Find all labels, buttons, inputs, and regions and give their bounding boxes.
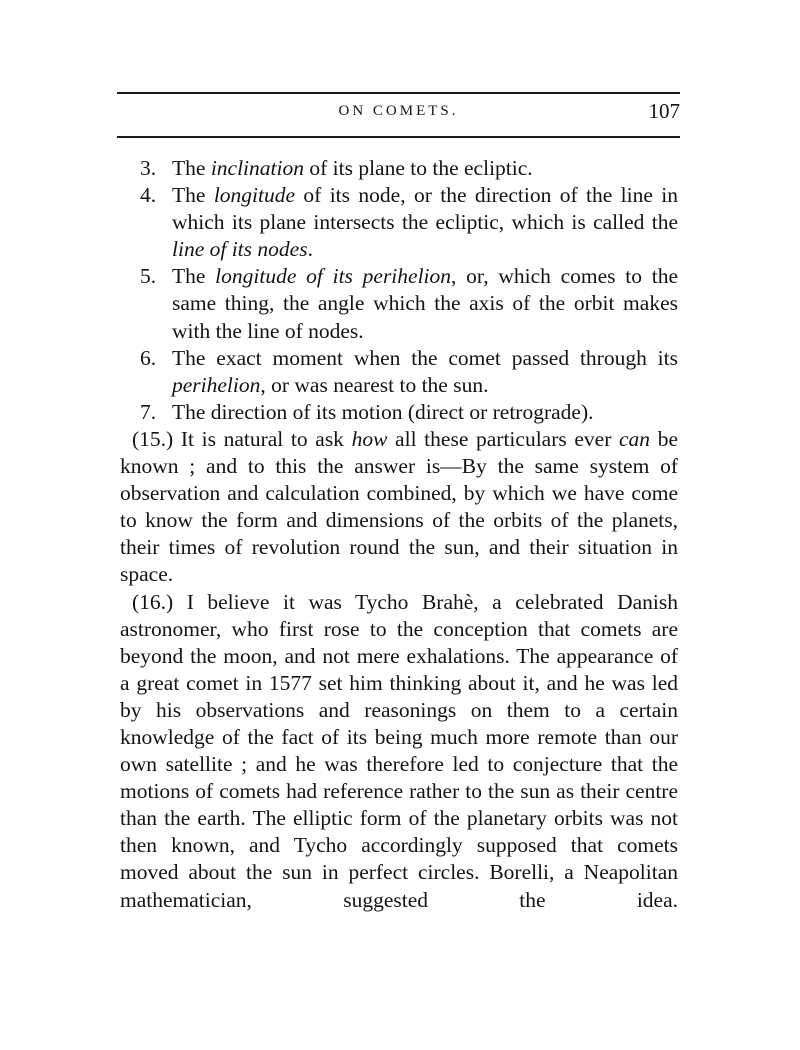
- text-run: (15.) It is natural to ask: [132, 426, 352, 451]
- text-run: The: [172, 264, 216, 289]
- text-run: all these particulars ever: [387, 426, 620, 451]
- list-item-number: 5.: [140, 264, 157, 289]
- paragraph: [120, 589, 678, 914]
- italic-text: can: [619, 426, 651, 451]
- text-run: (16.) I believe it was Tycho Brahè, a celebrated Danish astronomer, who first rose to the conception that comets are beyond the moon, and not mere exhalations. The appearance of a great comet in 1577 set him thinking about it, and he was led by his observations and reasonings on them to a certain knowledge of the fact of its being much more remote than our own satellite ; and he was therefore led to conjecture that the motions of comets had reference rather to the sun as their centre than the earth. The elliptic form of the planetary orbits was not then known, and Tycho accordingly supposed that comets moved about the sun in perfect circles. Borelli, a Neapolitan mathematician, suggested the idea.: [120, 589, 678, 912]
- running-title: ON COMETS.: [338, 103, 459, 119]
- text-run: The exact moment when the comet passed through its: [172, 345, 678, 370]
- italic-text: longitude of its perihelion: [215, 264, 452, 289]
- header-rule-top: [117, 92, 680, 94]
- list-item: [120, 155, 678, 182]
- italic-text: perihelion: [172, 372, 261, 397]
- paragraphs: [120, 426, 678, 914]
- list-item-number: 7.: [140, 399, 157, 424]
- numbered-list: [120, 155, 678, 426]
- text-run: , or, which comes to the same thing, the angle which the axis of the orbit makes with the line of nodes.: [172, 264, 678, 343]
- list-item: [120, 399, 678, 426]
- text-run: The: [172, 156, 211, 180]
- body-text: [120, 155, 678, 914]
- italic-text: inclination: [210, 156, 304, 180]
- text-run: .: [307, 237, 313, 262]
- list-item-number: 4.: [140, 183, 157, 208]
- text-run: of its node, or the direction of the line in which its plane intersects the ecliptic, which is called the: [172, 183, 678, 235]
- paragraph: [120, 426, 678, 589]
- list-item-number: 3.: [140, 156, 157, 180]
- list-item: [120, 182, 678, 263]
- italic-text: longitude: [213, 183, 296, 208]
- text-run: The: [172, 183, 214, 208]
- page-number: 107: [648, 99, 680, 123]
- list-item-number: 6.: [140, 345, 157, 370]
- list-item: [120, 345, 678, 399]
- text-run: The direction of its motion (direct or retrograde).: [172, 399, 594, 424]
- italic-text: how: [351, 426, 388, 451]
- text-run: of its plane to the ecliptic.: [303, 156, 533, 180]
- text-run: , or was nearest to the sun.: [260, 372, 489, 397]
- header-rule-bottom: [117, 136, 680, 138]
- text-run: be known ; and to this the answer is—By the same system of observation and calculation combined, by which we have come to know the form and dimensions of the orbits of the planets, their times of revolution round the sun, and their situation in space.: [120, 426, 678, 587]
- list-item: [120, 263, 678, 344]
- italic-text: line of its nodes: [172, 237, 308, 262]
